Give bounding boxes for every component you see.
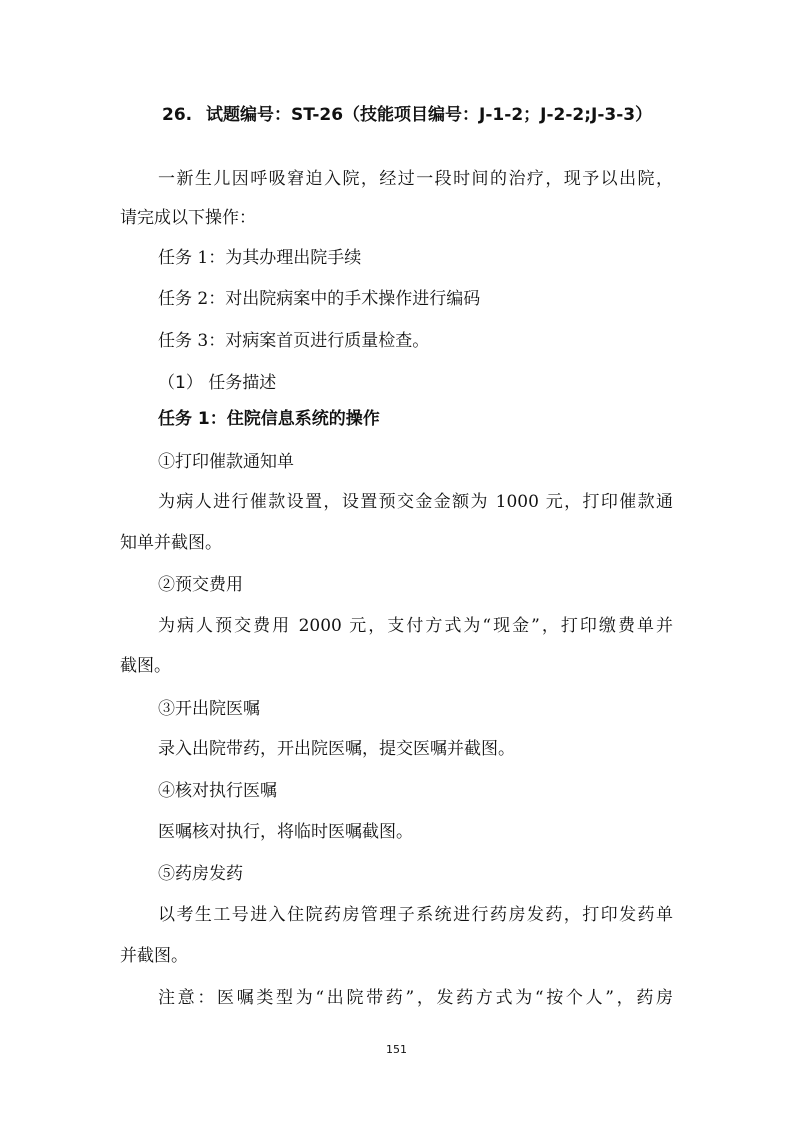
step-5-title: ⑤药房发药 (158, 864, 243, 884)
step-4-line-1: 医嘱核对执行，将临时医嘱截图。 (158, 822, 413, 842)
page-number: 151 (386, 1043, 407, 1056)
question-title: 试题编号：ST-26（技能项目编号：J-1-2；J-2-2;J-3-3） (206, 105, 653, 125)
task1-title: 任务 1：住院信息系统的操作 (158, 409, 380, 429)
step-5-line-2: 并截图。 (120, 946, 188, 966)
step-5-line-1: 以考生工号进入住院药房管理子系统进行药房发药，打印发药单 (158, 905, 673, 925)
step-2-title: ②预交费用 (158, 575, 243, 595)
section-title: （1） 任务描述 (158, 373, 277, 393)
step-1-title: ①打印催款通知单 (158, 452, 294, 472)
intro-line-1: 一新生儿因呼吸窘迫入院，经过一段时间的治疗，现予以出院， (158, 169, 673, 189)
step-2-line-1: 为病人预交费用 2000 元，支付方式为“现金”，打印缴费单并 (158, 616, 673, 636)
question-number: 26. (162, 105, 193, 125)
task-3-line: 任务 3：对病案首页进行质量检查。 (158, 331, 430, 351)
task-2-line: 任务 2：对出院病案中的手术操作进行编码 (158, 289, 481, 309)
intro-line-2: 请完成以下操作： (120, 208, 256, 228)
step-1-line-1: 为病人进行催款设置，设置预交金金额为 1000 元，打印催款通 (158, 492, 673, 512)
note-line: 注意：医嘱类型为“出院带药”，发药方式为“按个人”，药房 (158, 988, 673, 1008)
question-heading (162, 100, 762, 125)
task-1-line: 任务 1：为其办理出院手续 (158, 248, 362, 268)
step-3-title: ③开出院医嘱 (158, 699, 260, 719)
step-4-title: ④核对执行医嘱 (158, 781, 277, 801)
step-1-line-2: 知单并截图。 (120, 533, 222, 553)
step-2-line-2: 截图。 (120, 656, 171, 676)
step-3-line-1: 录入出院带药，开出院医嘱，提交医嘱并截图。 (158, 739, 515, 759)
